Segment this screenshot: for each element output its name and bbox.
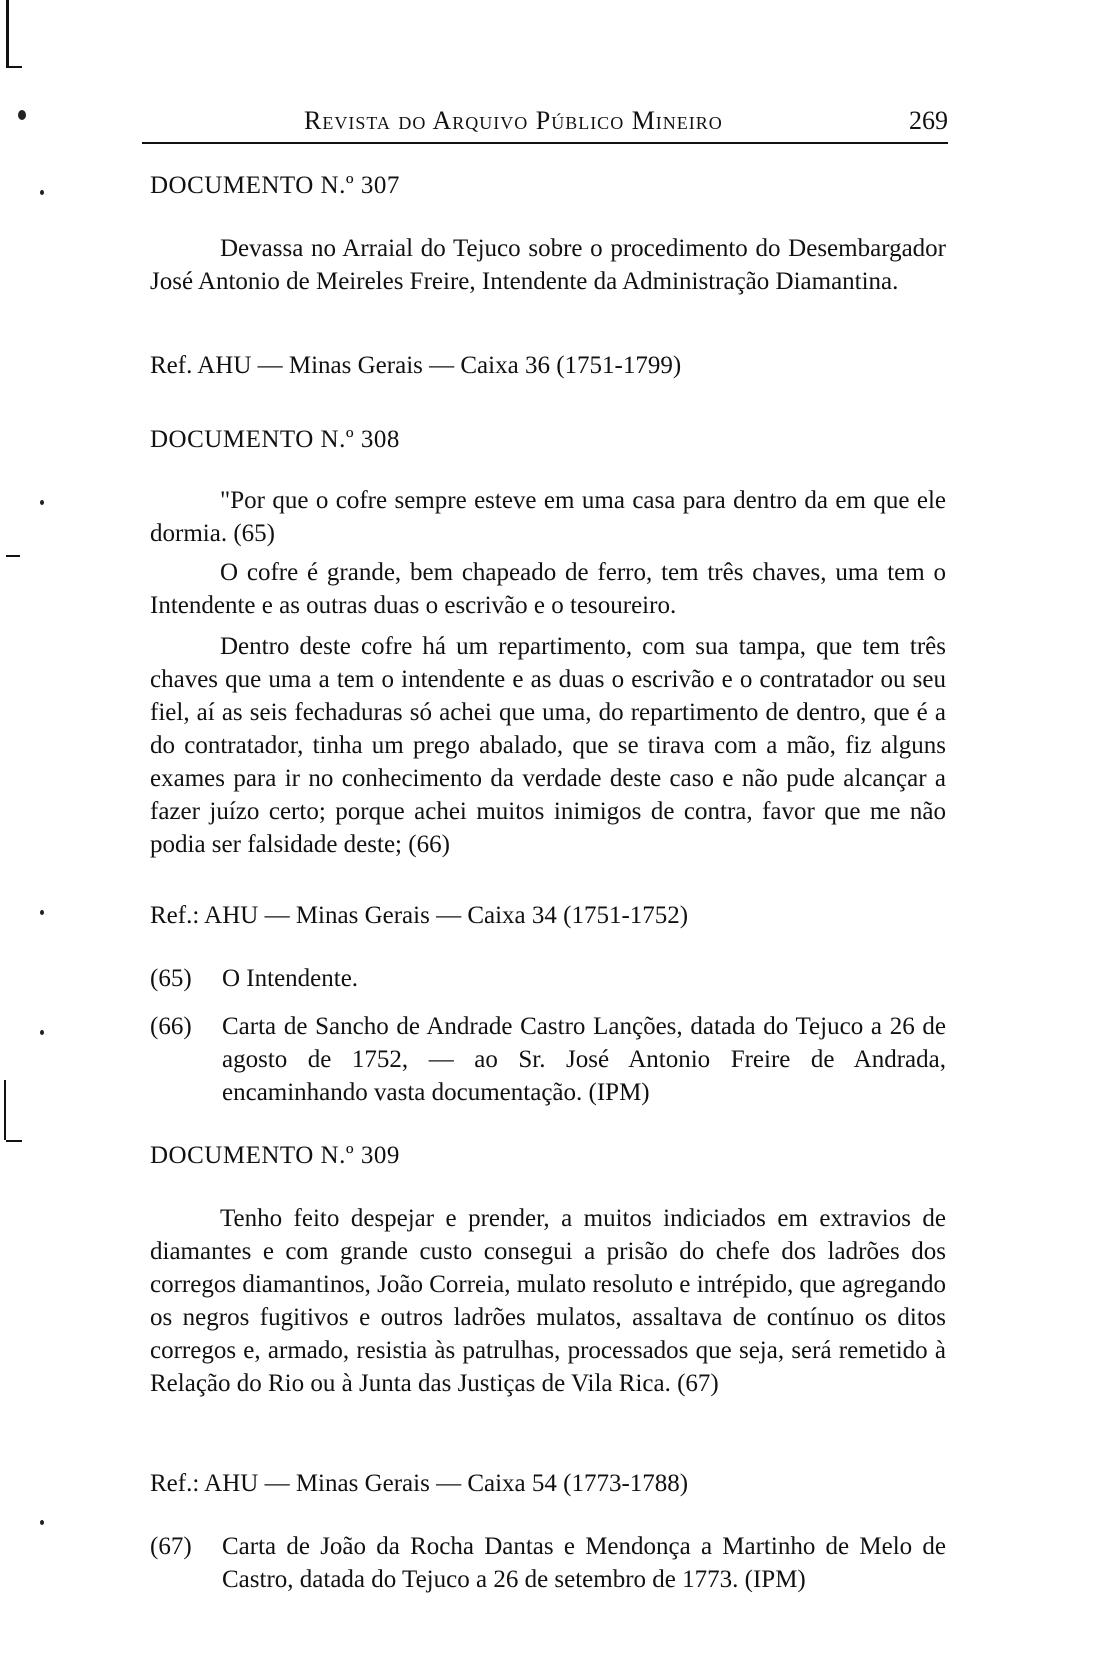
document-307-heading: DOCUMENTO N.º 307 xyxy=(150,172,400,199)
scan-speck xyxy=(40,190,44,195)
scan-speck xyxy=(40,910,44,915)
footnote-number: (65) xyxy=(150,965,192,992)
document-307-summary: Devassa no Arraial do Tejuco sobre o procedimento do Desembargador José Antonio de Meireles Freire, Intendente da Administração Diamantina. xyxy=(150,235,946,295)
document-308-paragraph-3: Dentro deste cofre há um repartimento, com sua tampa, que tem três chaves que uma a tem o intendente e as duas o escrivão e o contratador ou seu fiel, aí as seis fechaduras só achei que uma, do repartimento de dentro, que é a do contratador, tinha um prego abalado, que se tirava com a mão, fiz alguns exames para ir no conhecimento da verdade deste caso e não pude alcançar a fazer juízo certo; porque achei muitos inimigos de contra, favor que me não podia ser falsidade deste; (66) xyxy=(150,633,946,858)
scan-edge-mark xyxy=(6,555,20,557)
scan-edge-mark xyxy=(6,0,9,68)
footnote-65 xyxy=(150,962,946,995)
scan-speck xyxy=(18,110,26,120)
footnote-67 xyxy=(150,1530,946,1596)
footnote-text: Carta de João da Rocha Dantas e Mendonça a Martinho de Melo de Castro, datada do Tejuco a 26 de setembro de 1773. (IPM) xyxy=(222,1533,946,1593)
document-309-paragraph-1: Tenho feito despejar e prender, a muitos indiciados em extravios de diamantes e com grande custo consegui a prisão do chefe dos ladrões dos corregos diamantinos, João Correia, mulato resoluto e intrépido, que agregando os negros fugitivos e outros ladrões mulatos, assaltava de contínuo os ditos corregos e, armado, resistia às patrulhas, processados que seja, será remetido à Relação do Rio ou à Junta das Justiças de Vila Rica. (67) xyxy=(150,1205,946,1397)
scan-speck xyxy=(40,500,44,505)
scan-speck xyxy=(40,1520,44,1525)
document-309-heading: DOCUMENTO N.º 309 xyxy=(150,1142,400,1169)
footnote-66 xyxy=(150,1010,946,1109)
document-309-reference: Ref.: AHU — Minas Gerais — Caixa 54 (1773-1788) xyxy=(150,1470,689,1497)
document-308-heading: DOCUMENTO N.º 308 xyxy=(150,426,400,453)
document-307-reference: Ref. AHU — Minas Gerais — Caixa 36 (1751-1799) xyxy=(150,352,682,379)
document-308-paragraph-1: "Por que o cofre sempre esteve em uma casa para dentro da em que ele dormia. (65) xyxy=(150,487,946,547)
scan-edge-mark xyxy=(4,1080,6,1140)
scan-edge-mark xyxy=(6,1140,22,1142)
footnote-text: O Intendente. xyxy=(222,965,359,992)
footnote-number: (67) xyxy=(150,1533,192,1560)
document-308-paragraph-2: O cofre é grande, bem chapeado de ferro, tem três chaves, uma tem o Intendente e as outras duas o escrivão e o tesoureiro. xyxy=(150,559,946,619)
scan-speck xyxy=(40,1030,44,1035)
running-header xyxy=(142,100,948,144)
footnote-number: (66) xyxy=(150,1013,192,1040)
scan-edge-mark xyxy=(6,66,22,68)
page-number: 269 xyxy=(909,106,948,135)
footnote-text: Carta de Sancho de Andrade Castro Lanções, datada do Tejuco a 26 de agosto de 1752, — ao Sr. José Antonio Freire de Andrada, encaminhando vasta documentação. (IPM) xyxy=(222,1013,946,1106)
document-308-reference: Ref.: AHU — Minas Gerais — Caixa 34 (1751-1752) xyxy=(150,902,689,929)
journal-title: Revista do Arquivo Público Mineiro xyxy=(304,106,723,135)
